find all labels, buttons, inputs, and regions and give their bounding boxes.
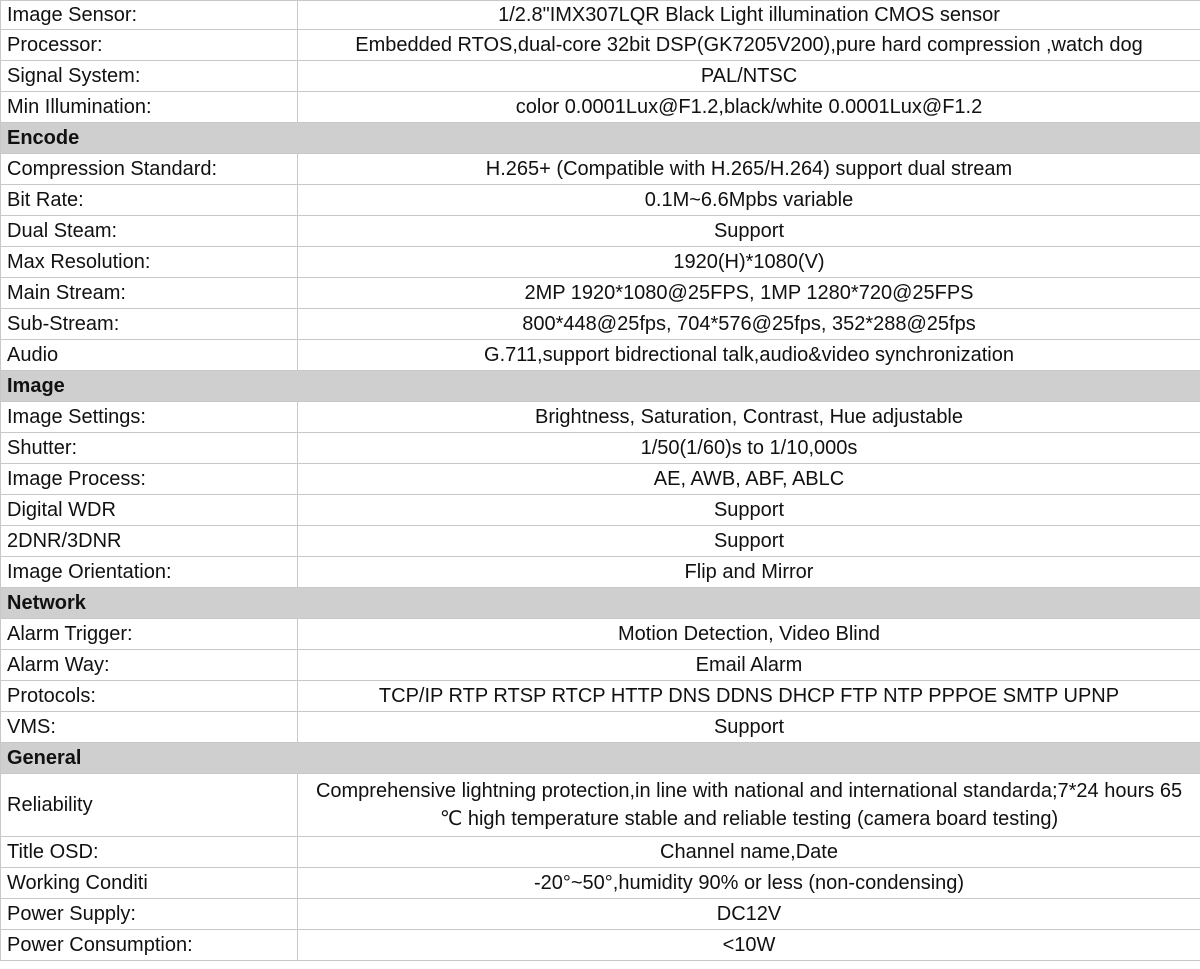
spec-value: TCP/IP RTP RTSP RTCP HTTP DNS DDNS DHCP FTP NTP PPPOE SMTP UPNP xyxy=(298,681,1200,712)
spec-value: 0.1M~6.6Mpbs variable xyxy=(298,185,1200,216)
spec-label: Image Sensor: xyxy=(1,1,298,30)
spec-row xyxy=(1,712,1200,743)
spec-label: Signal System: xyxy=(1,61,298,92)
section-header-row xyxy=(1,371,1200,402)
spec-row xyxy=(1,1,1200,30)
spec-label: Max Resolution: xyxy=(1,247,298,278)
spec-row xyxy=(1,185,1200,216)
spec-value: G.711,support bidrectional talk,audio&video synchronization xyxy=(298,340,1200,371)
spec-value: color 0.0001Lux@F1.2,black/white 0.0001Lux@F1.2 xyxy=(298,92,1200,123)
spec-row xyxy=(1,247,1200,278)
section-title: Network xyxy=(1,588,1200,619)
spec-label: Power Supply: xyxy=(1,899,298,930)
spec-row xyxy=(1,433,1200,464)
section-title: General xyxy=(1,743,1200,774)
spec-label: Dual Steam: xyxy=(1,216,298,247)
spec-label: Working Conditi xyxy=(1,868,298,899)
spec-label: Digital WDR xyxy=(1,495,298,526)
spec-row xyxy=(1,495,1200,526)
spec-label: Title OSD: xyxy=(1,837,298,868)
spec-value: 1920(H)*1080(V) xyxy=(298,247,1200,278)
section-header-row xyxy=(1,588,1200,619)
spec-label: Main Stream: xyxy=(1,278,298,309)
spec-label: Bit Rate: xyxy=(1,185,298,216)
spec-row xyxy=(1,464,1200,495)
spec-value: PAL/NTSC xyxy=(298,61,1200,92)
spec-value: Brightness, Saturation, Contrast, Hue adjustable xyxy=(298,402,1200,433)
spec-label: Alarm Way: xyxy=(1,650,298,681)
spec-value: 1/50(1/60)s to 1/10,000s xyxy=(298,433,1200,464)
spec-value: <10W xyxy=(298,930,1200,961)
spec-label: Image Process: xyxy=(1,464,298,495)
spec-row xyxy=(1,30,1200,61)
spec-label: Audio xyxy=(1,340,298,371)
spec-row xyxy=(1,557,1200,588)
section-title: Encode xyxy=(1,123,1200,154)
spec-value: Comprehensive lightning protection,in line with national and international standarda;7*24 hours 65 ℃ high temperature stable and reliable testing (camera board testing) xyxy=(298,774,1200,837)
section-header-row xyxy=(1,743,1200,774)
spec-label: Compression Standard: xyxy=(1,154,298,185)
spec-value: Support xyxy=(298,712,1200,743)
spec-row xyxy=(1,774,1200,837)
spec-label: Image Settings: xyxy=(1,402,298,433)
spec-value: H.265+ (Compatible with H.265/H.264) support dual stream xyxy=(298,154,1200,185)
spec-row xyxy=(1,899,1200,930)
spec-label: Shutter: xyxy=(1,433,298,464)
spec-row xyxy=(1,837,1200,868)
spec-row xyxy=(1,681,1200,712)
spec-label: Power Consumption: xyxy=(1,930,298,961)
spec-value: DC12V xyxy=(298,899,1200,930)
spec-value: Channel name,Date xyxy=(298,837,1200,868)
spec-value: AE, AWB, ABF, ABLC xyxy=(298,464,1200,495)
spec-row xyxy=(1,309,1200,340)
spec-label: 2DNR/3DNR xyxy=(1,526,298,557)
spec-value: Support xyxy=(298,526,1200,557)
spec-value: -20°~50°,humidity 90% or less (non-condensing) xyxy=(298,868,1200,899)
spec-row xyxy=(1,92,1200,123)
spec-row xyxy=(1,402,1200,433)
spec-table-body xyxy=(1,1,1200,961)
spec-row xyxy=(1,868,1200,899)
section-header-row xyxy=(1,123,1200,154)
spec-row xyxy=(1,526,1200,557)
spec-value: 800*448@25fps, 704*576@25fps, 352*288@25fps xyxy=(298,309,1200,340)
spec-value: 1/2.8"IMX307LQR Black Light illumination CMOS sensor xyxy=(298,1,1200,30)
spec-row xyxy=(1,216,1200,247)
spec-row xyxy=(1,154,1200,185)
spec-row xyxy=(1,340,1200,371)
spec-label: Image Orientation: xyxy=(1,557,298,588)
spec-label: Min Illumination: xyxy=(1,92,298,123)
spec-row xyxy=(1,278,1200,309)
spec-label: Alarm Trigger: xyxy=(1,619,298,650)
spec-row xyxy=(1,930,1200,961)
spec-row xyxy=(1,650,1200,681)
spec-value: Flip and Mirror xyxy=(298,557,1200,588)
spec-row xyxy=(1,619,1200,650)
spec-value: Email Alarm xyxy=(298,650,1200,681)
spec-label: Reliability xyxy=(1,774,298,837)
spec-label: VMS: xyxy=(1,712,298,743)
spec-value: 2MP 1920*1080@25FPS, 1MP 1280*720@25FPS xyxy=(298,278,1200,309)
spec-value: Support xyxy=(298,495,1200,526)
spec-value: Embedded RTOS,dual-core 32bit DSP(GK7205V200),pure hard compression ,watch dog xyxy=(298,30,1200,61)
section-title: Image xyxy=(1,371,1200,402)
spec-label: Processor: xyxy=(1,30,298,61)
spec-row xyxy=(1,61,1200,92)
spec-label: Sub-Stream: xyxy=(1,309,298,340)
spec-label: Protocols: xyxy=(1,681,298,712)
spec-value: Support xyxy=(298,216,1200,247)
spec-value: Motion Detection, Video Blind xyxy=(298,619,1200,650)
